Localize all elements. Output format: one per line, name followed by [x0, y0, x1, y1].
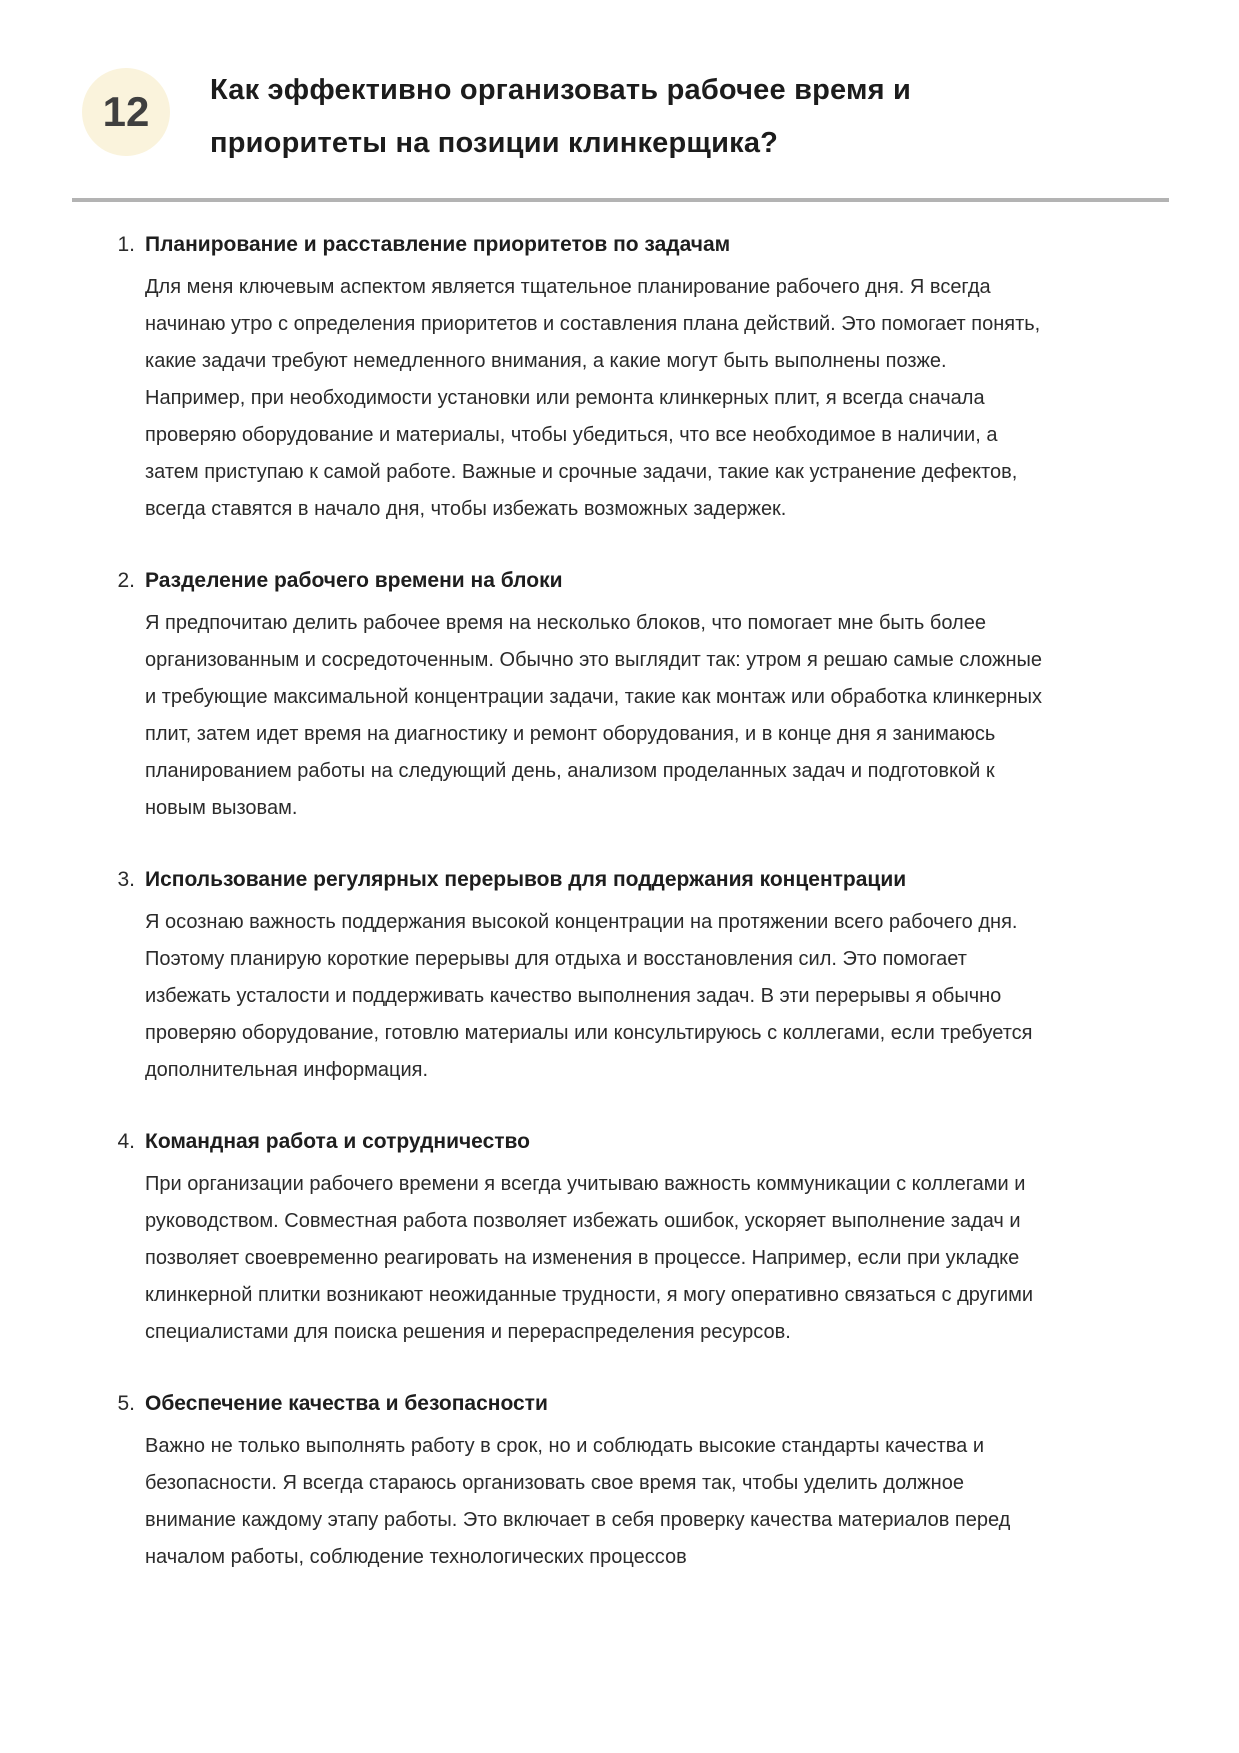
answer-list	[72, 230, 1169, 1576]
list-item-number: 3.	[117, 868, 135, 891]
question-number-badge: 12	[82, 68, 170, 156]
list-item-body: Я предпочитаю делить рабочее время на несколько блоков, что помогает мне быть более организованным и сосредоточенным. Обычно это выглядит так: утром я решаю самые сложные и требующие максимальной концентрации задачи, такие как монтаж или обработка клинкерных плит, затем идет время на диагностику и ремонт оборудования, и в конце дня я занимаюсь планированием работы на следующий день, анализом проделанных задач и подготовкой к новым вызовам.	[145, 612, 1043, 819]
page-title: Как эффективно организовать рабочее время и приоритеты на позиции клинкерщика?	[210, 74, 912, 159]
list-item	[72, 566, 1169, 827]
list-item-body: Важно не только выполнять работу в срок, но и соблюдать высокие стандарты качества и безопасности. Я всегда стараюсь организовать свое время так, чтобы уделить должное внимание каждому этапу работы. Это включает в себя проверку качества материалов перед началом работы, соблюдение технологических процессов	[145, 1435, 1011, 1568]
list-item	[72, 1389, 1169, 1576]
list-item-heading: Командная работа и сотрудничество	[145, 1130, 531, 1153]
list-item-heading: Разделение рабочего времени на блоки	[145, 569, 563, 592]
list-item-body: При организации рабочего времени я всегда учитываю важность коммуникации с коллегами и руководством. Совместная работа позволяет избежать ошибок, ускоряет выполнение задач и позволяет своевременно реагировать на изменения в процессе. Например, если при укладке клинкерной плитки возникают неожиданные трудности, я могу оперативно связаться с другими специалистами для поиска решения и перераспределения ресурсов.	[145, 1173, 1034, 1343]
list-item-heading: Использование регулярных перерывов для поддержания концентрации	[145, 868, 907, 891]
list-item	[72, 1127, 1169, 1351]
list-item	[72, 230, 1169, 528]
list-item-number: 4.	[117, 1130, 135, 1153]
list-item-body: Я осознаю важность поддержания высокой концентрации на протяжении всего рабочего дня. Поэтому планирую короткие перерывы для отдыха и восстановления сил. Это помогает избежать усталости и поддерживать качество выполнения задач. В эти перерывы я обычно проверяю оборудование, готовлю материалы или консультируюсь с коллегами, если требуется дополнительная информация.	[145, 911, 1033, 1081]
list-item-body: Для меня ключевым аспектом является тщательное планирование рабочего дня. Я всегда начинаю утро с определения приоритетов и составления плана действий. Это помогает понять, какие задачи требуют немедленного внимания, а какие могут быть выполнены позже. Например, при необходимости установки или ремонта клинкерных плит, я всегда сначала проверяю оборудование и материалы, чтобы убедиться, что все необходимое в наличии, а затем приступаю к самой работе. Важные и срочные задачи, такие как устранение дефектов, всегда ставятся в начало дня, чтобы избежать возможных задержек.	[145, 276, 1041, 520]
list-item-heading: Планирование и расставление приоритетов по задачам	[145, 233, 731, 256]
list-item-number: 2.	[117, 569, 135, 592]
list-item	[72, 865, 1169, 1089]
question-header	[72, 62, 1169, 170]
list-item-number: 1.	[117, 233, 135, 256]
list-item-number: 5.	[117, 1392, 135, 1415]
title-divider	[72, 198, 1169, 202]
list-item-heading: Обеспечение качества и безопасности	[145, 1392, 548, 1415]
